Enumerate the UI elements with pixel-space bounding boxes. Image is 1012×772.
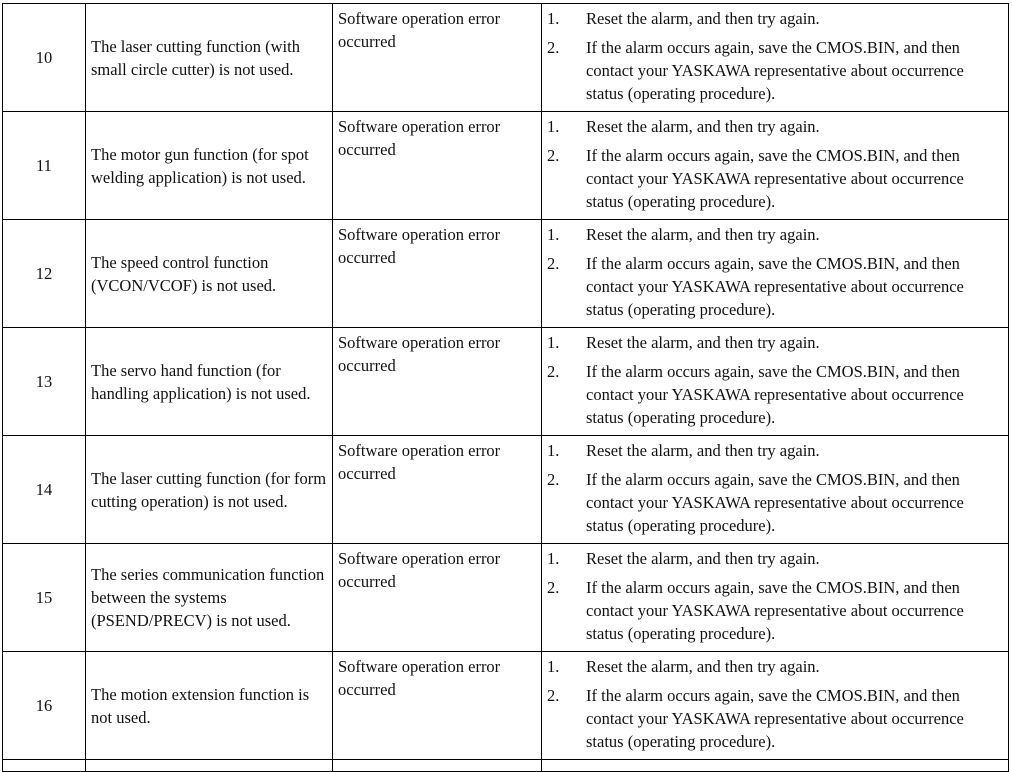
remedy-step <box>547 36 998 105</box>
step-text: If the alarm occurs again, save the CMOS.BIN, and then contact your YASKAWA representative about occurrence status (operating procedure). <box>586 686 964 751</box>
alarm-cause-cell <box>333 544 542 652</box>
alarm-remedy-cell <box>542 436 1009 544</box>
alarm-cause-cell <box>333 4 542 112</box>
step-number: 2. <box>547 470 560 489</box>
alarm-sub-code: 15 <box>3 544 86 652</box>
remedy-step <box>547 331 998 354</box>
table-row <box>3 4 1009 112</box>
step-number: 1. <box>547 441 560 460</box>
step-text: If the alarm occurs again, save the CMOS.BIN, and then contact your YASKAWA representative about occurrence status (operating procedure). <box>586 146 964 211</box>
table-cell <box>3 760 86 772</box>
alarm-cause: Software operation error occurred <box>338 657 501 699</box>
remedy-steps <box>547 331 998 429</box>
step-number: 2. <box>547 38 560 57</box>
step-number: 1. <box>547 549 560 568</box>
step-text: If the alarm occurs again, save the CMOS.BIN, and then contact your YASKAWA representative about occurrence status (operating procedure). <box>586 578 964 643</box>
alarm-condition: The motion extension function is not used. <box>86 652 333 760</box>
step-text: If the alarm occurs again, save the CMOS.BIN, and then contact your YASKAWA representative about occurrence status (operating procedure). <box>586 254 964 319</box>
remedy-step <box>547 547 998 570</box>
alarm-condition: The laser cutting function (for form cutting operation) is not used. <box>86 436 333 544</box>
table-row <box>3 220 1009 328</box>
alarm-cause-cell <box>333 328 542 436</box>
alarm-condition: The series communication function between the systems (PSEND/PRECV) is not used. <box>86 544 333 652</box>
alarm-cause: Software operation error occurred <box>338 441 501 483</box>
remedy-steps <box>547 223 998 321</box>
alarm-sub-code: 13 <box>3 328 86 436</box>
remedy-steps <box>547 115 998 213</box>
step-text: If the alarm occurs again, save the CMOS.BIN, and then contact your YASKAWA representative about occurrence status (operating procedure). <box>586 38 964 103</box>
remedy-step <box>547 360 998 429</box>
remedy-step <box>547 468 998 537</box>
step-number: 2. <box>547 362 560 381</box>
table-cell <box>86 760 333 772</box>
alarm-cause: Software operation error occurred <box>338 117 501 159</box>
step-text: Reset the alarm, and then try again. <box>586 117 820 136</box>
step-number: 2. <box>547 578 560 597</box>
alarm-remedy-cell <box>542 544 1009 652</box>
step-text: Reset the alarm, and then try again. <box>586 657 820 676</box>
alarm-table <box>2 3 1009 772</box>
remedy-step <box>547 252 998 321</box>
alarm-cause: Software operation error occurred <box>338 9 501 51</box>
step-text: Reset the alarm, and then try again. <box>586 549 820 568</box>
remedy-steps <box>547 7 998 105</box>
alarm-cause: Software operation error occurred <box>338 225 501 267</box>
step-number: 2. <box>547 686 560 705</box>
alarm-sub-code: 10 <box>3 4 86 112</box>
alarm-cause-cell <box>333 436 542 544</box>
step-text: Reset the alarm, and then try again. <box>586 441 820 460</box>
alarm-table-body <box>3 4 1009 772</box>
table-cell <box>542 760 1009 772</box>
table-cell <box>333 760 542 772</box>
step-number: 1. <box>547 9 560 28</box>
remedy-step <box>547 439 998 462</box>
alarm-cause-cell <box>333 652 542 760</box>
step-number: 2. <box>547 254 560 273</box>
alarm-remedy-cell <box>542 112 1009 220</box>
remedy-steps <box>547 439 998 537</box>
alarm-condition: The servo hand function (for handling application) is not used. <box>86 328 333 436</box>
remedy-step <box>547 223 998 246</box>
remedy-step <box>547 7 998 30</box>
alarm-remedy-cell <box>542 4 1009 112</box>
alarm-sub-code: 14 <box>3 436 86 544</box>
remedy-step <box>547 655 998 678</box>
step-text: Reset the alarm, and then try again. <box>586 333 820 352</box>
alarm-sub-code: 16 <box>3 652 86 760</box>
step-number: 1. <box>547 117 560 136</box>
remedy-steps <box>547 547 998 645</box>
table-row <box>3 652 1009 760</box>
step-text: If the alarm occurs again, save the CMOS.BIN, and then contact your YASKAWA representative about occurrence status (operating procedure). <box>586 362 964 427</box>
step-text: Reset the alarm, and then try again. <box>586 9 820 28</box>
alarm-sub-code: 11 <box>3 112 86 220</box>
remedy-step <box>547 144 998 213</box>
alarm-cause: Software operation error occurred <box>338 549 501 591</box>
step-number: 1. <box>547 225 560 244</box>
table-row <box>3 328 1009 436</box>
alarm-remedy-cell <box>542 220 1009 328</box>
alarm-cause-cell <box>333 112 542 220</box>
table-row-partial <box>3 760 1009 772</box>
alarm-remedy-cell <box>542 328 1009 436</box>
alarm-condition: The speed control function (VCON/VCOF) is not used. <box>86 220 333 328</box>
step-number: 1. <box>547 333 560 352</box>
table-row <box>3 436 1009 544</box>
remedy-step <box>547 576 998 645</box>
step-text: If the alarm occurs again, save the CMOS.BIN, and then contact your YASKAWA representative about occurrence status (operating procedure). <box>586 470 964 535</box>
table-row <box>3 544 1009 652</box>
remedy-step <box>547 115 998 138</box>
remedy-steps <box>547 655 998 753</box>
step-number: 1. <box>547 657 560 676</box>
step-text: Reset the alarm, and then try again. <box>586 225 820 244</box>
step-number: 2. <box>547 146 560 165</box>
remedy-step <box>547 684 998 753</box>
alarm-cause-cell <box>333 220 542 328</box>
alarm-sub-code: 12 <box>3 220 86 328</box>
table-row <box>3 112 1009 220</box>
alarm-condition: The motor gun function (for spot welding application) is not used. <box>86 112 333 220</box>
alarm-cause: Software operation error occurred <box>338 333 501 375</box>
alarm-remedy-cell <box>542 652 1009 760</box>
alarm-condition: The laser cutting function (with small circle cutter) is not used. <box>86 4 333 112</box>
